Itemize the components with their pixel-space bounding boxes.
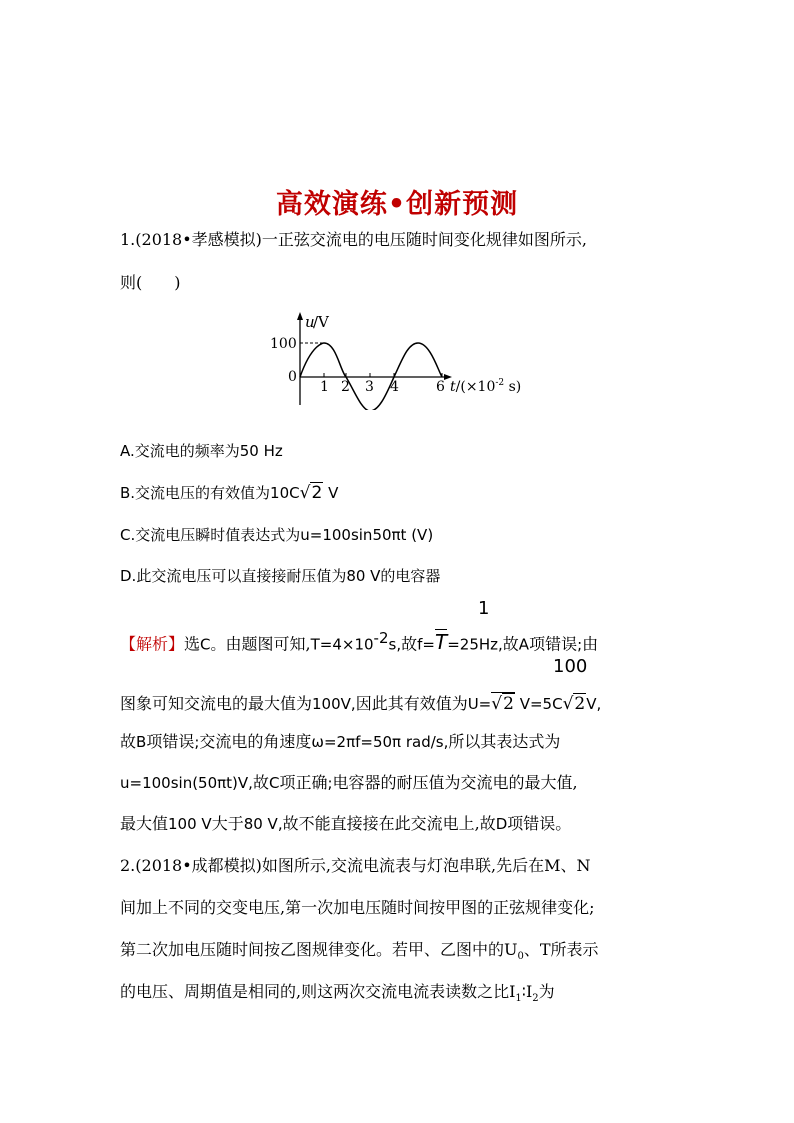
sqrt-symbol: √2: [491, 694, 514, 714]
analysis-line5: 最大值100 V大于80 V,故不能直接接在此交流电上,故D项错误。: [120, 814, 572, 833]
graph-x-tick: 1: [320, 379, 329, 395]
q1-stem-line2: 则( ): [120, 273, 181, 292]
q1-option-d: D.此交流电压可以直接接耐压值为80 V的电容器: [120, 567, 441, 585]
page-title: 高效演练•创新预测: [275, 189, 519, 220]
q2-stem-line4: 的电压、周期值是相同的,则这两次交流电流表读数之比$I_1∶I_2$为: [120, 982, 555, 1005]
q1-option-a: A.交流电的频率为50 Hz: [120, 442, 283, 460]
analysis-frac-denominator: T: [434, 630, 448, 655]
analysis-tag: 【解析】: [120, 634, 185, 654]
graph-y-label-u: u: [305, 313, 315, 331]
graph-x-tick: 6: [436, 379, 445, 395]
q1-option-c: C.交流电压瞬时值表达式为u=100sin50πt (V): [120, 526, 434, 544]
graph-x-label: $t/(\times 10^{-2}$ s): [450, 378, 522, 395]
graph-x-tick: 4: [390, 379, 399, 395]
analysis-line3: 故B项错误;交流电的角速度ω=2πf=50π rad/s,所以其表达式为: [120, 732, 561, 751]
analysis-line4: u=100sin(50πt)V,故C项正确;电容器的耐压值为交流电的最大值,: [120, 773, 578, 792]
q1-voltage-graph: [268, 310, 538, 410]
analysis-frac-100: 100: [553, 656, 588, 677]
analysis-frac-numerator: 1: [478, 598, 490, 619]
q2-stem-line2: 间加上不同的交变电压,第一次加电压随时间按甲图的正弦规律变化;: [120, 898, 595, 917]
graph-origin: 0: [288, 369, 297, 385]
analysis-line2: 图象可知交流电的最大值为100V,因此其有效值为U=√2 V=5C√2V,: [120, 694, 602, 714]
analysis-line1: 【解析】选C。由题图可知$,T=4\times 10^{-2}s$,故f=T=25Hz,故A项错误;由: [120, 629, 599, 655]
graph-x-tick: 3: [365, 379, 374, 395]
q1-option-b: B.交流电压的有效值为10C√2 V: [120, 483, 339, 503]
q2-stem-line1: 2.(2018•成都模拟)如图所示,交流电流表与灯泡串联,先后在M、N: [120, 856, 591, 875]
q2-stem-line3: 第二次加电压随时间按乙图规律变化。若甲、乙图中的$U_0$、T所表示: [120, 940, 599, 963]
graph-y-arrow: [297, 312, 303, 320]
graph-x-tick: 2: [341, 379, 350, 395]
graph-y-label-unit: /V: [313, 313, 329, 331]
q1-stem-line1: 1.(2018•孝感模拟)一正弦交流电的电压随时间变化规律如图所示,: [120, 230, 587, 249]
graph-y-tick-100: 100: [270, 336, 297, 352]
sqrt-symbol: √2: [562, 694, 586, 714]
sqrt-symbol: √2: [299, 483, 323, 503]
